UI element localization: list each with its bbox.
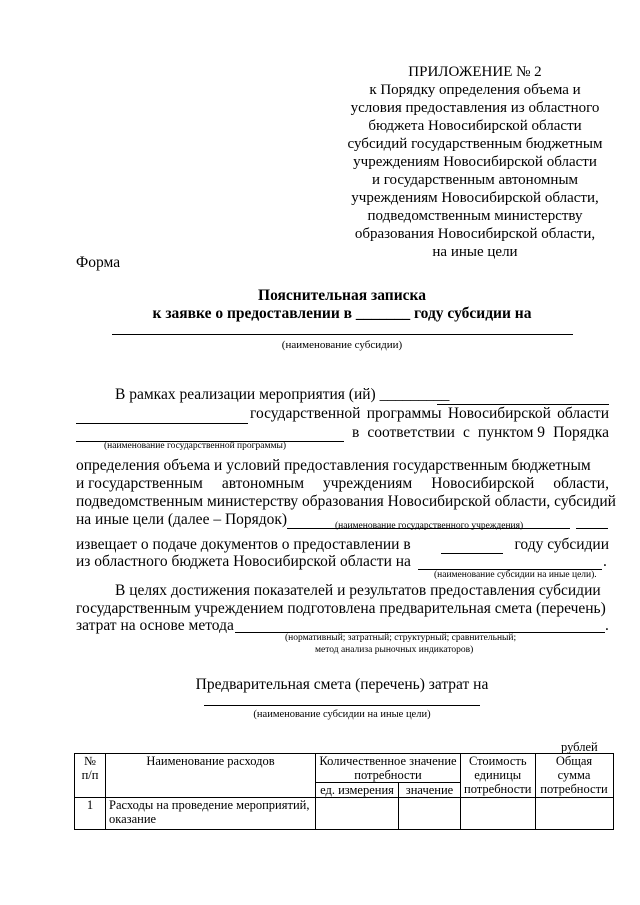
method-caption-2: метод анализа рыночных индикаторов) [315, 645, 474, 655]
para1-line9: из областного бюджета Новосибирской области на [76, 553, 411, 570]
header-line: субсидий государственным бюджетным [347, 136, 603, 152]
period: . [603, 553, 607, 570]
header-line: учреждениям Новосибирской области [353, 154, 597, 170]
header-line: учреждениям Новосибирской области, [351, 190, 599, 206]
fill-line [576, 528, 608, 529]
row-num: 1 [75, 798, 106, 830]
para1-line3: в соответствии с пунктом 9 Порядка [352, 424, 609, 441]
header-line: и государственным автономным [371, 172, 579, 188]
col-header-total: Общая сумма потребности [535, 754, 613, 798]
para1-line7: на иные цели (далее – Порядок) [76, 511, 288, 528]
para1-line6: подведомственным министерству образования Новосибирской области, субсидий [76, 493, 616, 510]
fill-line [112, 334, 573, 335]
header-line: условия предоставления из областного [350, 100, 600, 116]
col-header-value: значение [399, 783, 461, 798]
row-name: Расходы на проведение мероприятий, оказание [106, 798, 316, 830]
estimate-table [74, 753, 614, 830]
header-line: образования Новосибирской области, [354, 226, 596, 242]
para1-line2: государственной программы Новосибирской области [250, 405, 609, 422]
col-header-quantity: Количественное значение потребности [316, 754, 461, 783]
subsidy-name-caption: (наименование субсидии) [281, 339, 403, 351]
row-value [399, 798, 461, 830]
document-subtitle: к заявке о предоставлении в _______ году субсидии на [152, 305, 532, 322]
header-line: подведомственным министерству [367, 208, 583, 224]
estimate-caption: (наименование субсидии на иные цели) [253, 709, 431, 720]
form-label: Форма [76, 254, 121, 271]
appendix-title: ПРИЛОЖЕНИЕ № 2 [408, 64, 542, 80]
estimate-title: Предварительная смета (перечень) затрат на [195, 676, 489, 693]
col-header-unit: ед. измерения [316, 783, 399, 798]
fill-line [76, 423, 248, 424]
row-unit [316, 798, 399, 830]
para2-line1: В целях достижения показателей и результатов предоставления субсидии [115, 582, 601, 599]
para1-line1: В рамках реализации мероприятия (ий) _________ [115, 386, 450, 403]
para1-line8b: году субсидии [514, 536, 609, 553]
para1-line4: определения объема и условий предоставления государственным бюджетным [76, 457, 591, 474]
currency-label: рублей [561, 740, 598, 754]
document-title: Пояснительная записка [258, 287, 426, 304]
header-line: к Порядку определения объема и [369, 82, 581, 98]
fill-line [204, 705, 480, 706]
subsidy-purpose-caption: (наименование субсидии на иные цели). [434, 570, 597, 580]
col-header-unit-cost: Стоимость единицы потребности [461, 754, 536, 798]
header-line: на иные цели [432, 244, 518, 260]
institution-name-caption: (наименование государственного учреждения) [335, 521, 524, 531]
col-header-name: Наименование расходов [106, 754, 316, 798]
para2-line3: затрат на основе метода [76, 617, 234, 634]
fill-line [441, 553, 503, 554]
col-header-num: № п/п [75, 754, 106, 798]
para1-line8a: извещает о подаче документов о предоставлении в [76, 536, 411, 553]
row-total [535, 798, 613, 830]
method-caption-1: (нормативный; затратный; структурный; сравнительный; [285, 633, 517, 643]
period: . [605, 617, 609, 634]
header-line: бюджета Новосибирской области [368, 118, 582, 134]
program-name-caption: (наименование государственной программы) [104, 441, 287, 451]
table-row [75, 798, 614, 830]
para1-line5: и государственным автономным учреждениям Новосибирской области, [76, 475, 609, 492]
row-unit-cost [461, 798, 536, 830]
para2-line2: государственным учреждением подготовлена предварительная смета (перечень) [76, 600, 606, 617]
